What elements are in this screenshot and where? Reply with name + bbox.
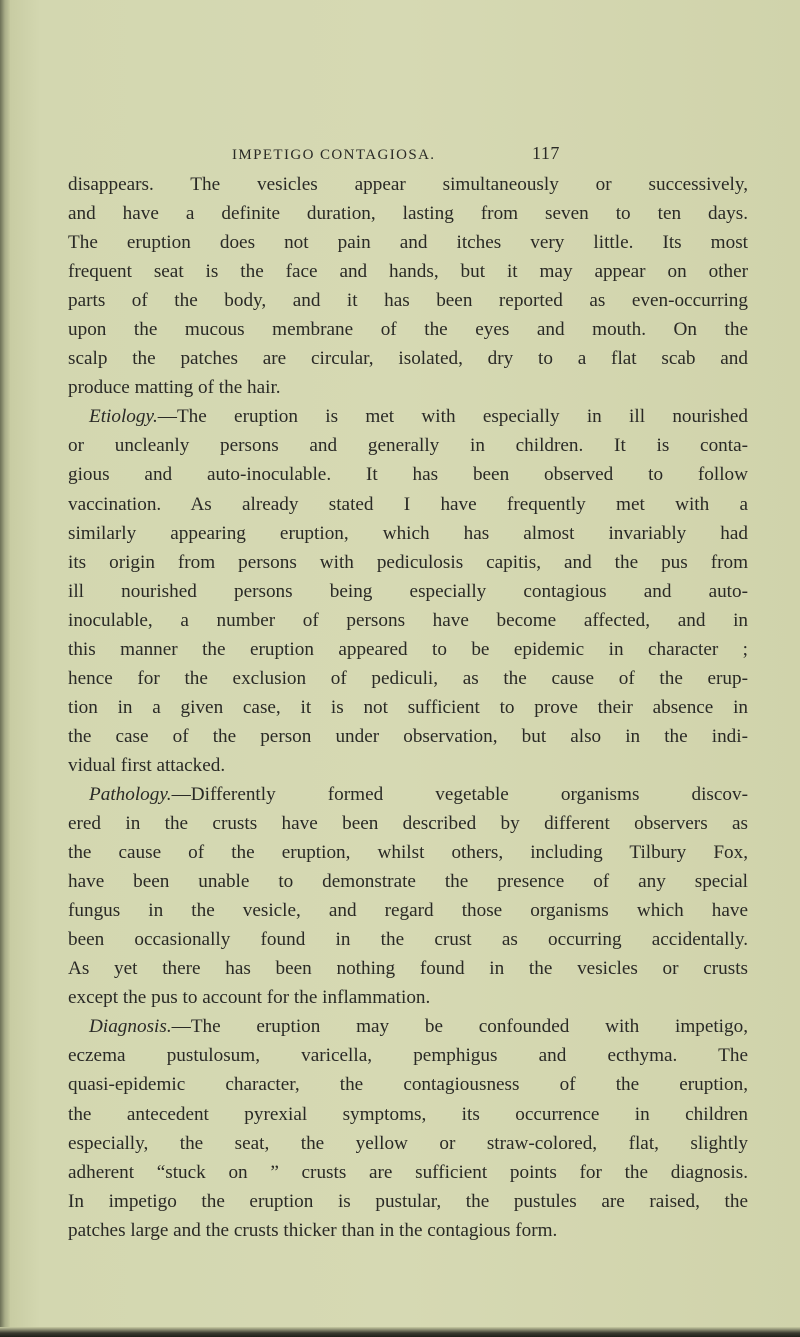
- text-line: frequent seat is the face and hands, but it may appear on other: [68, 261, 748, 283]
- text-line: ered in the crusts have been described by different observers as: [68, 813, 748, 835]
- body-text: [68, 170, 748, 1245]
- text-line: fungus in the vesicle, and regard those organisms which have: [68, 900, 748, 922]
- text-line: As yet there has been nothing found in the vesicles or crusts: [68, 958, 748, 980]
- text-line: and have a definite duration, lasting from seven to ten days.: [68, 203, 748, 225]
- text-line: quasi-epidemic character, the contagiousness of the eruption,: [68, 1074, 748, 1096]
- text-line: patches large and the crusts thicker than in the contagious form.: [68, 1219, 558, 1241]
- text-line: have been unable to demonstrate the presence of any special: [68, 871, 748, 893]
- text-line: gious and auto-inoculable. It has been observed to follow: [68, 464, 748, 486]
- text-line: produce matting of the hair.: [68, 377, 281, 399]
- text-run: —The eruption is met with especially in ill nourished: [157, 406, 748, 428]
- text-line: the cause of the eruption, whilst others, including Tilbury Fox,: [68, 842, 748, 864]
- page-spine-edge: [0, 0, 10, 1337]
- text-line: eczema pustulosum, varicella, pemphigus and ecthyma. The: [68, 1045, 748, 1067]
- paragraph-description: [68, 170, 748, 402]
- text-line-with-heading: [68, 780, 748, 809]
- text-line: upon the mucous membrane of the eyes and mouth. On the: [68, 319, 748, 341]
- running-head-title: IMPETIGO CONTAGIOSA.: [232, 147, 436, 163]
- text-line: the case of the person under observation, but also in the indi-: [68, 725, 748, 747]
- text-line: disappears. The vesicles appear simultaneously or successively,: [68, 174, 748, 195]
- text-line: adherent “stuck on ” crusts are sufficient points for the diagnosis.: [68, 1161, 748, 1183]
- text-line: In impetigo the eruption is pustular, the pustules are raised, the: [68, 1190, 748, 1212]
- text-run: —Differently formed vegetable organisms discov-: [171, 783, 748, 805]
- text-line: vaccination. As already stated I have frequently met with a: [68, 493, 748, 515]
- text-line: The eruption does not pain and itches very little. Its most: [68, 232, 748, 254]
- text-line: scalp the patches are circular, isolated, dry to a flat scab and: [68, 348, 748, 370]
- text-line-with-heading: [68, 402, 748, 431]
- text-line: inoculable, a number of persons have become affected, and in: [68, 609, 748, 631]
- text-line: especially, the seat, the yellow or straw-colored, flat, slightly: [68, 1132, 748, 1154]
- text-line: been occasionally found in the crust as occurring accidentally.: [68, 929, 748, 951]
- text-line: vidual first attacked.: [68, 754, 226, 776]
- page-number: 117: [532, 143, 560, 163]
- section-heading-pathology: Pathology.: [89, 783, 172, 805]
- text-run: —The eruption may be confounded with impetigo,: [171, 1016, 748, 1038]
- paragraph-diagnosis: [68, 1012, 748, 1244]
- text-line-with-heading: [68, 1012, 748, 1041]
- text-line: parts of the body, and it has been reported as even-occurring: [68, 290, 748, 312]
- running-head: [232, 143, 632, 167]
- text-line: hence for the exclusion of pediculi, as the cause of the erup-: [68, 667, 748, 689]
- text-line: similarly appearing eruption, which has almost invariably had: [68, 522, 748, 544]
- text-line: tion in a given case, it is not sufficient to prove their absence in: [68, 696, 748, 718]
- paragraph-pathology: [68, 780, 748, 1012]
- page-bottom-edge: [0, 1327, 800, 1337]
- text-line: except the pus to account for the inflammation.: [68, 987, 431, 1009]
- text-line: ill nourished persons being especially contagious and auto-: [68, 580, 748, 602]
- paragraph-etiology: [68, 402, 748, 780]
- text-line: the antecedent pyrexial symptoms, its occurrence in children: [68, 1103, 748, 1125]
- text-line: this manner the eruption appeared to be epidemic in character ;: [68, 638, 748, 660]
- text-line: or uncleanly persons and generally in children. It is conta-: [68, 435, 748, 457]
- text-line: its origin from persons with pediculosis capitis, and the pus from: [68, 551, 748, 573]
- section-heading-etiology: Etiology.: [89, 406, 158, 428]
- section-heading-diagnosis: Diagnosis.: [89, 1016, 172, 1038]
